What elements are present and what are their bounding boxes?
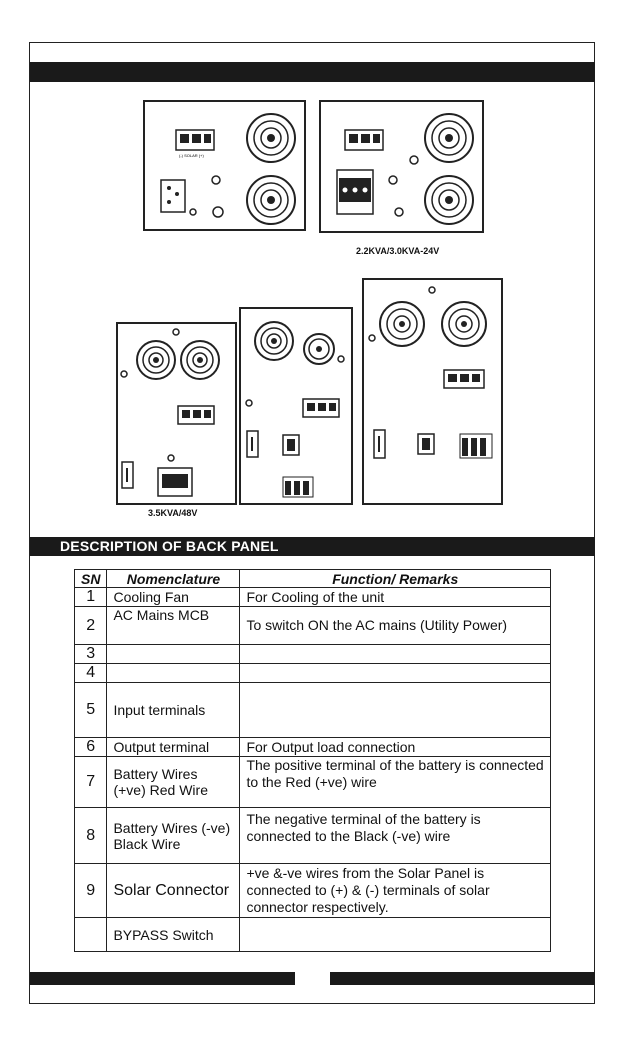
top-bar — [30, 62, 595, 82]
fan-icon — [247, 176, 295, 224]
section-title: DESCRIPTION OF BACK PANEL — [30, 537, 595, 556]
back-panel-table — [74, 569, 551, 952]
caption-bottom-left: 3.5KVA/48V — [148, 508, 198, 518]
solar-label: (-) SOLAR (+) — [179, 153, 204, 158]
caption-top-right: 2.2KVA/3.0KVA-24V — [356, 246, 440, 256]
back-panel-2 — [319, 100, 484, 233]
back-panel-3 — [116, 322, 237, 505]
input-socket — [161, 180, 185, 212]
header-nomenclature: Nomenclature — [107, 570, 240, 588]
fan-icon — [137, 341, 175, 379]
back-panel-4 — [239, 307, 353, 505]
back-panel-5 — [362, 278, 503, 505]
back-panel-1 — [143, 100, 306, 231]
table-row: 8 Battery Wires (-ve) Black Wire The negative terminal of the battery is connected to the Black (-ve) wire — [75, 808, 551, 864]
table-row: 9 Solar Connector +ve &-ve wires from the Solar Panel is connected to (+) & (-) terminals of solar connector respectively. — [75, 864, 551, 918]
header-function: Function/ Remarks — [240, 570, 551, 588]
fan-icon — [304, 334, 334, 364]
table-row: BYPASS Switch — [75, 918, 551, 952]
table-row: 7 Battery Wires (+ve) Red Wire The positive terminal of the battery is connected to the Red (+ve) wire — [75, 757, 551, 808]
fan-icon — [425, 114, 473, 162]
table-row: 2 AC Mains MCB To switch ON the AC mains (Utility Power) — [75, 607, 551, 645]
footer-bar-right — [330, 972, 595, 985]
header-sn: SN — [75, 570, 107, 588]
fan-icon — [425, 176, 473, 224]
table-row: 6 Output terminal For Output load connection — [75, 738, 551, 757]
fan-icon — [247, 114, 295, 162]
table-row: 1 Cooling Fan For Cooling of the unit — [75, 588, 551, 607]
table-row: 3 — [75, 645, 551, 664]
table-row: 5 Input terminals — [75, 683, 551, 738]
table-row: 4 — [75, 664, 551, 683]
fan-icon — [380, 302, 424, 346]
fan-icon — [255, 322, 293, 360]
footer-bar-left — [30, 972, 295, 985]
fan-icon — [442, 302, 486, 346]
fan-icon — [181, 341, 219, 379]
